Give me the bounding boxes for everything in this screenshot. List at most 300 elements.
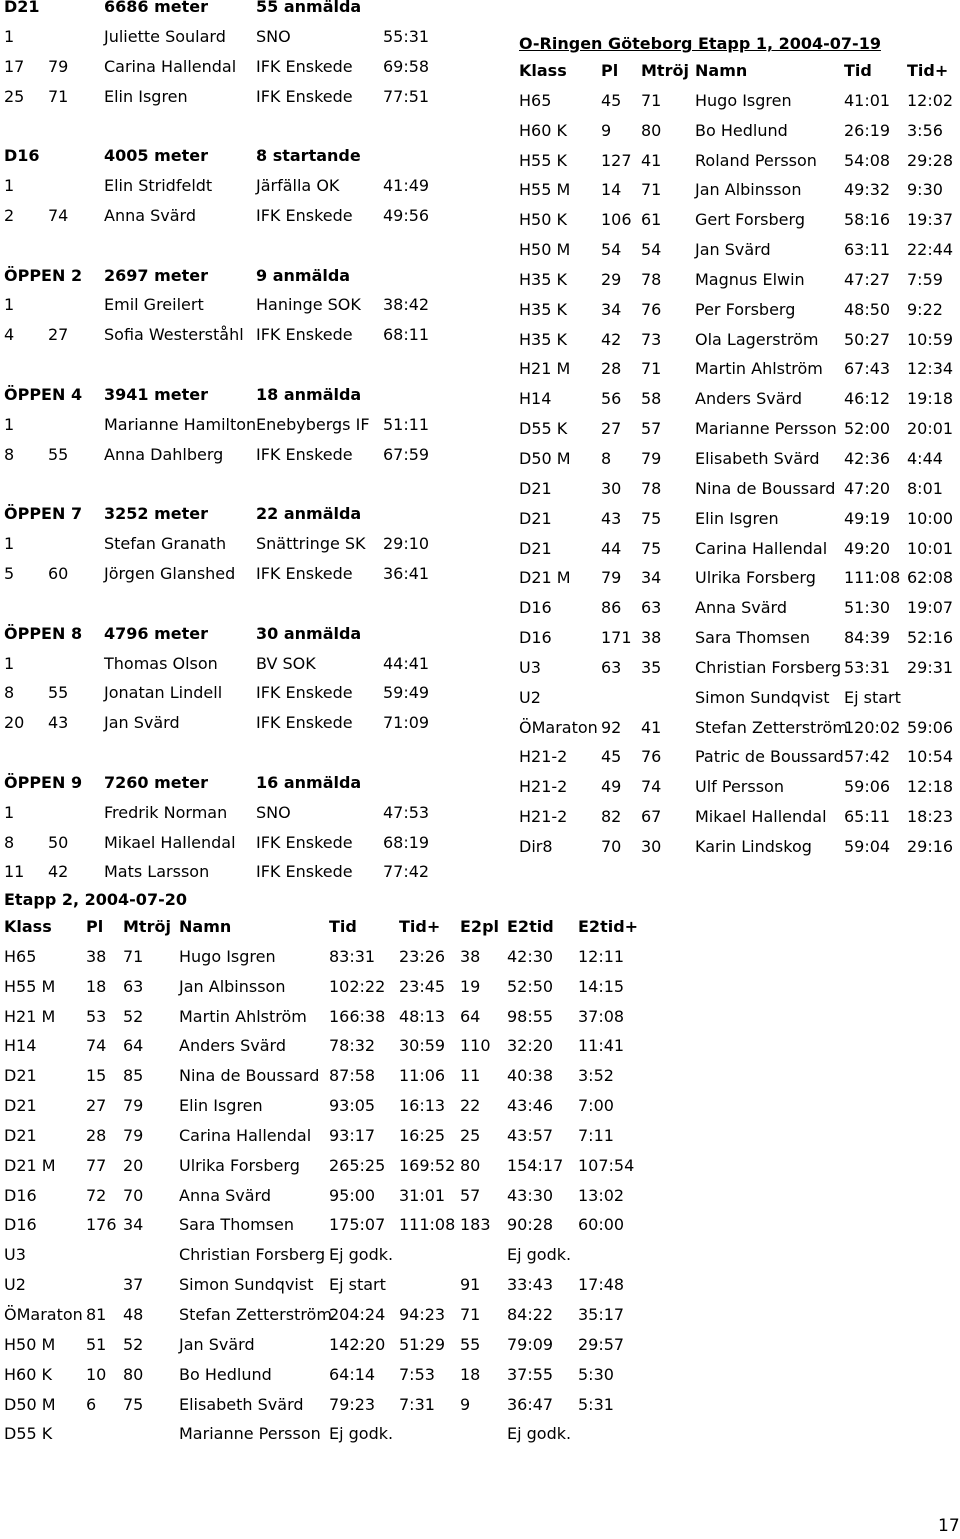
table-cell: 71 bbox=[641, 359, 662, 379]
bib-cell: 79 bbox=[48, 56, 69, 76]
table-cell: 28 bbox=[86, 1125, 107, 1145]
class-name: ÖPPEN 9 bbox=[4, 772, 83, 792]
time-cell: 41:49 bbox=[383, 176, 430, 196]
spacer-row bbox=[4, 743, 474, 773]
table-cell: Elin Isgren bbox=[695, 508, 779, 528]
table-cell: 14 bbox=[601, 180, 622, 200]
table-row bbox=[4, 1335, 644, 1365]
table-row bbox=[519, 837, 959, 867]
table-cell: 45 bbox=[601, 90, 622, 110]
table-row bbox=[519, 807, 959, 837]
table-cell: D21 bbox=[4, 1096, 37, 1116]
name-cell: Sofia Westerståhl bbox=[104, 325, 244, 345]
class-results-list bbox=[4, 0, 474, 892]
name-cell: Mats Larsson bbox=[104, 862, 210, 882]
result-row bbox=[4, 415, 474, 445]
table-cell: 107:54 bbox=[578, 1155, 635, 1175]
table-cell: Ej godk. bbox=[329, 1424, 394, 1444]
table-cell: Marianne Persson bbox=[695, 419, 837, 439]
section-header bbox=[4, 624, 474, 654]
place-cell: 8 bbox=[4, 444, 15, 464]
table-cell: 75 bbox=[641, 508, 662, 528]
column-header: Klass bbox=[519, 61, 567, 80]
table-cell: 4:44 bbox=[907, 448, 943, 468]
table-cell: 64 bbox=[123, 1036, 144, 1056]
table-cell: 49:20 bbox=[844, 538, 891, 558]
table-cell: Hugo Isgren bbox=[179, 946, 276, 966]
table-cell: 80 bbox=[460, 1155, 481, 1175]
table-cell: D16 bbox=[4, 1185, 37, 1205]
table-cell: 59:04 bbox=[844, 836, 891, 856]
table-cell: 44 bbox=[601, 538, 622, 558]
table-cell: 73 bbox=[641, 329, 662, 349]
course-distance: 3252 meter bbox=[104, 504, 209, 524]
table-cell: 42:36 bbox=[844, 448, 891, 468]
table-cell: Sara Thomsen bbox=[179, 1215, 295, 1235]
bib-cell: 71 bbox=[48, 86, 69, 106]
table-cell: 60:00 bbox=[578, 1215, 625, 1235]
table-cell: 23:26 bbox=[399, 946, 446, 966]
time-cell: 44:41 bbox=[383, 653, 430, 673]
table-cell: Simon Sundqvist bbox=[179, 1275, 314, 1295]
table-cell: 18 bbox=[86, 976, 107, 996]
table-cell: 7:31 bbox=[399, 1394, 435, 1414]
table-cell: 83:31 bbox=[329, 946, 376, 966]
result-row bbox=[4, 534, 474, 564]
table-cell: 171 bbox=[601, 628, 632, 648]
table-cell: 29 bbox=[601, 269, 622, 289]
table-row bbox=[519, 509, 959, 539]
table-cell: ÖMaraton bbox=[4, 1304, 83, 1324]
place-cell: 1 bbox=[4, 26, 15, 46]
name-cell: Carina Hallendal bbox=[104, 56, 237, 76]
table-cell: Sara Thomsen bbox=[695, 628, 811, 648]
table-cell: 86 bbox=[601, 598, 622, 618]
table-row bbox=[4, 1424, 644, 1454]
column-header: Tid+ bbox=[907, 61, 949, 80]
table-cell: 10 bbox=[86, 1364, 107, 1384]
result-row bbox=[4, 564, 474, 594]
table-row bbox=[519, 598, 959, 628]
name-cell: Elin Stridfeldt bbox=[104, 176, 213, 196]
table-row bbox=[519, 180, 959, 210]
table-cell: Ola Lagerström bbox=[695, 329, 819, 349]
table-cell: 70 bbox=[601, 836, 622, 856]
table-row bbox=[4, 1245, 644, 1275]
table-cell: 49 bbox=[601, 777, 622, 797]
table-cell: 110 bbox=[460, 1036, 491, 1056]
club-cell: SNO bbox=[256, 802, 291, 822]
table-header-row bbox=[4, 917, 644, 947]
table-cell: H21-2 bbox=[519, 777, 568, 797]
result-row bbox=[4, 87, 474, 117]
name-cell: Thomas Olson bbox=[104, 653, 218, 673]
table-cell: 19:07 bbox=[907, 598, 954, 618]
column-header: Namn bbox=[179, 917, 232, 936]
table-row bbox=[519, 419, 959, 449]
place-cell: 1 bbox=[4, 414, 15, 434]
section-header bbox=[4, 0, 474, 27]
table-cell: 19:37 bbox=[907, 210, 954, 230]
table-cell: 166:38 bbox=[329, 1006, 386, 1026]
time-cell: 68:11 bbox=[383, 325, 430, 345]
table-cell: 48:50 bbox=[844, 299, 891, 319]
table-cell: 67 bbox=[641, 807, 662, 827]
table-cell: 55 bbox=[460, 1334, 481, 1354]
table-cell: 7:59 bbox=[907, 269, 943, 289]
table-cell: 52:16 bbox=[907, 628, 954, 648]
club-cell: Järfälla OK bbox=[256, 176, 340, 196]
table-cell: D16 bbox=[519, 628, 552, 648]
table-cell: 18:23 bbox=[907, 807, 954, 827]
result-row bbox=[4, 27, 474, 57]
table-cell: D21 M bbox=[519, 568, 571, 588]
table-cell: 106 bbox=[601, 210, 632, 230]
table-cell: 27 bbox=[86, 1096, 107, 1116]
table-cell: H60 K bbox=[519, 120, 567, 140]
place-cell: 1 bbox=[4, 534, 15, 554]
table-cell: Elisabeth Svärd bbox=[179, 1394, 304, 1414]
table-cell: 74 bbox=[86, 1036, 107, 1056]
bib-cell: 50 bbox=[48, 832, 69, 852]
table-cell: 36:47 bbox=[507, 1394, 554, 1414]
club-cell: Enebybergs IF bbox=[256, 414, 370, 434]
table-cell: 19 bbox=[460, 976, 481, 996]
table-cell: 52:50 bbox=[507, 976, 554, 996]
table-cell: 63 bbox=[641, 598, 662, 618]
table-cell: 78 bbox=[641, 269, 662, 289]
table-cell: 51:30 bbox=[844, 598, 891, 618]
table-cell: 71 bbox=[641, 180, 662, 200]
table-cell: 62:08 bbox=[907, 568, 954, 588]
table-cell: 154:17 bbox=[507, 1155, 564, 1175]
table-cell: U3 bbox=[519, 657, 541, 677]
table-cell: 53 bbox=[86, 1006, 107, 1026]
table-cell: U3 bbox=[4, 1245, 26, 1265]
table-cell: 41 bbox=[641, 150, 662, 170]
table-cell: 90:28 bbox=[507, 1215, 554, 1235]
table-cell: Simon Sundqvist bbox=[695, 687, 830, 707]
table-cell: 93:17 bbox=[329, 1125, 376, 1145]
table-cell: 22 bbox=[460, 1096, 481, 1116]
table-cell: 84:22 bbox=[507, 1304, 554, 1324]
club-cell: IFK Enskede bbox=[256, 205, 353, 225]
table-cell: 7:11 bbox=[578, 1125, 614, 1145]
table-cell: 79 bbox=[123, 1125, 144, 1145]
table-cell: Stefan Zetterström bbox=[179, 1304, 332, 1324]
table-cell: 65:11 bbox=[844, 807, 891, 827]
table-row bbox=[4, 1156, 644, 1186]
table-cell: ÖMaraton bbox=[519, 717, 598, 737]
table-cell: Carina Hallendal bbox=[695, 538, 828, 558]
entrant-count: 9 anmälda bbox=[256, 265, 351, 285]
table-cell: 38 bbox=[460, 946, 481, 966]
table-cell: 59:06 bbox=[907, 717, 954, 737]
result-row bbox=[4, 295, 474, 325]
table-cell: 59:06 bbox=[844, 777, 891, 797]
table-cell: H35 K bbox=[519, 299, 567, 319]
club-cell: Snättringe SK bbox=[256, 534, 366, 554]
table-cell: 9 bbox=[601, 120, 612, 140]
table-cell: Gert Forsberg bbox=[695, 210, 805, 230]
table-cell: 31:01 bbox=[399, 1185, 446, 1205]
table-cell: 76 bbox=[641, 299, 662, 319]
table-cell: 11 bbox=[460, 1066, 481, 1086]
club-cell: SNO bbox=[256, 26, 291, 46]
table-cell: 37 bbox=[123, 1275, 144, 1295]
table-cell: 8:01 bbox=[907, 478, 943, 498]
table-row bbox=[4, 1275, 644, 1305]
table-cell: D21 M bbox=[4, 1155, 56, 1175]
time-cell: 77:42 bbox=[383, 862, 430, 882]
table-cell: Ulrika Forsberg bbox=[179, 1155, 300, 1175]
table-cell: 47:27 bbox=[844, 269, 891, 289]
result-row bbox=[4, 445, 474, 475]
table-cell: 76 bbox=[641, 747, 662, 767]
table-cell: 15 bbox=[86, 1066, 107, 1086]
table-row bbox=[519, 270, 959, 300]
course-distance: 4796 meter bbox=[104, 623, 209, 643]
table-cell: 37:08 bbox=[578, 1006, 625, 1026]
table-row bbox=[4, 947, 644, 977]
table-cell: H50 M bbox=[519, 240, 571, 260]
table-cell: 10:01 bbox=[907, 538, 954, 558]
table-row bbox=[519, 777, 959, 807]
table-cell: Martin Ahlström bbox=[179, 1006, 307, 1026]
class-name: ÖPPEN 8 bbox=[4, 623, 83, 643]
table-cell: 54 bbox=[641, 240, 662, 260]
spacer-row bbox=[4, 116, 474, 146]
table-cell: H50 M bbox=[4, 1334, 56, 1354]
column-header: Tid bbox=[329, 917, 357, 936]
table-cell: 72 bbox=[86, 1185, 107, 1205]
place-cell: 5 bbox=[4, 564, 15, 584]
section-header bbox=[4, 504, 474, 534]
result-row bbox=[4, 325, 474, 355]
table-cell: H35 K bbox=[519, 329, 567, 349]
table-cell: 46:12 bbox=[844, 389, 891, 409]
table-cell: 10:00 bbox=[907, 508, 954, 528]
table-cell: 204:24 bbox=[329, 1304, 386, 1324]
table-cell: Anders Svärd bbox=[695, 389, 802, 409]
table-cell: 80 bbox=[123, 1364, 144, 1384]
table-cell: Ej godk. bbox=[329, 1245, 394, 1265]
table-cell: 79 bbox=[601, 568, 622, 588]
table-cell: 142:20 bbox=[329, 1334, 386, 1354]
table-cell: H55 M bbox=[519, 180, 571, 200]
column-header: E2tid+ bbox=[578, 917, 639, 936]
table-cell: 29:28 bbox=[907, 150, 954, 170]
table-cell: 12:34 bbox=[907, 359, 954, 379]
time-cell: 55:31 bbox=[383, 26, 430, 46]
table-cell: 50:27 bbox=[844, 329, 891, 349]
club-cell: IFK Enskede bbox=[256, 862, 353, 882]
table-cell: H65 bbox=[4, 946, 37, 966]
class-name: D16 bbox=[4, 146, 40, 166]
etapp1-title: O-Ringen Göteborg Etapp 1, 2004-07-19 bbox=[519, 34, 881, 53]
class-name: ÖPPEN 4 bbox=[4, 384, 83, 404]
column-header: Mtröj bbox=[123, 917, 171, 936]
result-row bbox=[4, 862, 474, 892]
table-cell: 17:48 bbox=[578, 1275, 625, 1295]
table-cell: 37:55 bbox=[507, 1364, 554, 1384]
table-cell: D55 K bbox=[4, 1424, 53, 1444]
entrant-count: 22 anmälda bbox=[256, 504, 362, 524]
place-cell: 17 bbox=[4, 56, 25, 76]
table-cell: 29:57 bbox=[578, 1334, 625, 1354]
table-cell: D50 M bbox=[4, 1394, 56, 1414]
table-cell: 92 bbox=[601, 717, 622, 737]
table-cell: 98:55 bbox=[507, 1006, 554, 1026]
table-cell: Anna Svärd bbox=[695, 598, 787, 618]
table-row bbox=[4, 1186, 644, 1216]
table-cell: Karin Lindskog bbox=[695, 836, 812, 856]
section-header bbox=[4, 773, 474, 803]
entrant-count: 18 anmälda bbox=[256, 384, 362, 404]
table-cell: H21-2 bbox=[519, 747, 568, 767]
table-cell: 45 bbox=[601, 747, 622, 767]
table-cell: 54 bbox=[601, 240, 622, 260]
time-cell: 29:10 bbox=[383, 534, 430, 554]
table-cell: 74 bbox=[641, 777, 662, 797]
column-header: Mtröj bbox=[641, 61, 689, 80]
table-row bbox=[4, 1215, 644, 1245]
table-cell: Anna Svärd bbox=[179, 1185, 271, 1205]
entrant-count: 16 anmälda bbox=[256, 772, 362, 792]
column-header: Pl bbox=[86, 917, 104, 936]
table-cell: 18 bbox=[460, 1364, 481, 1384]
result-row bbox=[4, 683, 474, 713]
time-cell: 77:51 bbox=[383, 86, 430, 106]
table-cell: 5:30 bbox=[578, 1364, 614, 1384]
table-cell: 3:56 bbox=[907, 120, 943, 140]
table-cell: H65 bbox=[519, 90, 552, 110]
table-row bbox=[4, 977, 644, 1007]
club-cell: IFK Enskede bbox=[256, 444, 353, 464]
table-cell: Christian Forsberg bbox=[695, 657, 842, 677]
table-cell: 71 bbox=[641, 90, 662, 110]
table-cell: D21 bbox=[4, 1125, 37, 1145]
club-cell: IFK Enskede bbox=[256, 325, 353, 345]
course-distance: 3941 meter bbox=[104, 384, 209, 404]
table-cell: 87:58 bbox=[329, 1066, 376, 1086]
table-cell: Ej godk. bbox=[507, 1245, 572, 1265]
bib-cell: 60 bbox=[48, 564, 69, 584]
entrant-count: 55 anmälda bbox=[256, 0, 362, 16]
page-number: 17 bbox=[938, 1516, 960, 1536]
table-cell: 77 bbox=[86, 1155, 107, 1175]
table-cell: Jan Albinsson bbox=[179, 976, 286, 996]
table-cell: 34 bbox=[641, 568, 662, 588]
table-cell: 52:00 bbox=[844, 419, 891, 439]
place-cell: 1 bbox=[4, 802, 15, 822]
column-header: Tid bbox=[844, 61, 872, 80]
table-cell: 63 bbox=[123, 976, 144, 996]
table-cell: 29:31 bbox=[907, 657, 954, 677]
table-cell: 120:02 bbox=[844, 717, 901, 737]
result-row bbox=[4, 713, 474, 743]
class-name: ÖPPEN 2 bbox=[4, 265, 83, 285]
place-cell: 1 bbox=[4, 295, 15, 315]
table-cell: 28 bbox=[601, 359, 622, 379]
table-cell: 11:41 bbox=[578, 1036, 625, 1056]
table-cell: 9:30 bbox=[907, 180, 943, 200]
table-cell: 29:16 bbox=[907, 836, 954, 856]
table-cell: 12:11 bbox=[578, 946, 625, 966]
table-cell: 56 bbox=[601, 389, 622, 409]
table-cell: 49:19 bbox=[844, 508, 891, 528]
table-cell: 16:13 bbox=[399, 1096, 446, 1116]
result-row bbox=[4, 654, 474, 684]
table-cell: 58 bbox=[641, 389, 662, 409]
place-cell: 1 bbox=[4, 653, 15, 673]
class-name: D21 bbox=[4, 0, 40, 16]
table-cell: 79:09 bbox=[507, 1334, 554, 1354]
column-header: E2pl bbox=[460, 917, 499, 936]
name-cell: Jörgen Glanshed bbox=[104, 564, 236, 584]
table-row bbox=[4, 1126, 644, 1156]
table-cell: 79 bbox=[641, 448, 662, 468]
table-cell: 12:02 bbox=[907, 90, 954, 110]
table-cell: 16:25 bbox=[399, 1125, 446, 1145]
table-cell: 6 bbox=[86, 1394, 97, 1414]
table-cell: Stefan Zetterström bbox=[695, 717, 848, 737]
table-row bbox=[519, 539, 959, 569]
table-cell: Magnus Elwin bbox=[695, 269, 805, 289]
table-cell: 43:57 bbox=[507, 1125, 554, 1145]
table-cell: 61 bbox=[641, 210, 662, 230]
table-row bbox=[4, 1365, 644, 1395]
table-row bbox=[519, 389, 959, 419]
table-cell: 22:44 bbox=[907, 240, 954, 260]
table-cell: 169:52 bbox=[399, 1155, 456, 1175]
table-cell: Jan Albinsson bbox=[695, 180, 802, 200]
name-cell: Mikael Hallendal bbox=[104, 832, 236, 852]
table-cell: 48:13 bbox=[399, 1006, 446, 1026]
table-row bbox=[519, 479, 959, 509]
table-cell: Bo Hedlund bbox=[179, 1364, 272, 1384]
table-row bbox=[4, 1007, 644, 1037]
table-cell: 81 bbox=[86, 1304, 107, 1324]
club-cell: BV SOK bbox=[256, 653, 316, 673]
place-cell: 20 bbox=[4, 713, 25, 733]
table-row bbox=[519, 210, 959, 240]
table-cell: 42:30 bbox=[507, 946, 554, 966]
table-cell: 10:59 bbox=[907, 329, 954, 349]
table-cell: 102:22 bbox=[329, 976, 386, 996]
table-row bbox=[519, 747, 959, 777]
bib-cell: 55 bbox=[48, 683, 69, 703]
club-cell: IFK Enskede bbox=[256, 683, 353, 703]
result-row bbox=[4, 833, 474, 863]
table-cell: 19:18 bbox=[907, 389, 954, 409]
table-cell: 64:14 bbox=[329, 1364, 376, 1384]
table-cell: 30:59 bbox=[399, 1036, 446, 1056]
time-cell: 51:11 bbox=[383, 414, 430, 434]
table-cell: 175:07 bbox=[329, 1215, 386, 1235]
table-cell: D55 K bbox=[519, 419, 568, 439]
table-cell: Christian Forsberg bbox=[179, 1245, 326, 1265]
table-header-row bbox=[519, 61, 959, 91]
table-row bbox=[519, 449, 959, 479]
table-cell: 51:29 bbox=[399, 1334, 446, 1354]
table-row bbox=[519, 718, 959, 748]
table-cell: Martin Ahlström bbox=[695, 359, 823, 379]
table-cell: 75 bbox=[641, 538, 662, 558]
table-cell: H14 bbox=[519, 389, 552, 409]
table-cell: 75 bbox=[123, 1394, 144, 1414]
table-cell: D50 M bbox=[519, 448, 571, 468]
